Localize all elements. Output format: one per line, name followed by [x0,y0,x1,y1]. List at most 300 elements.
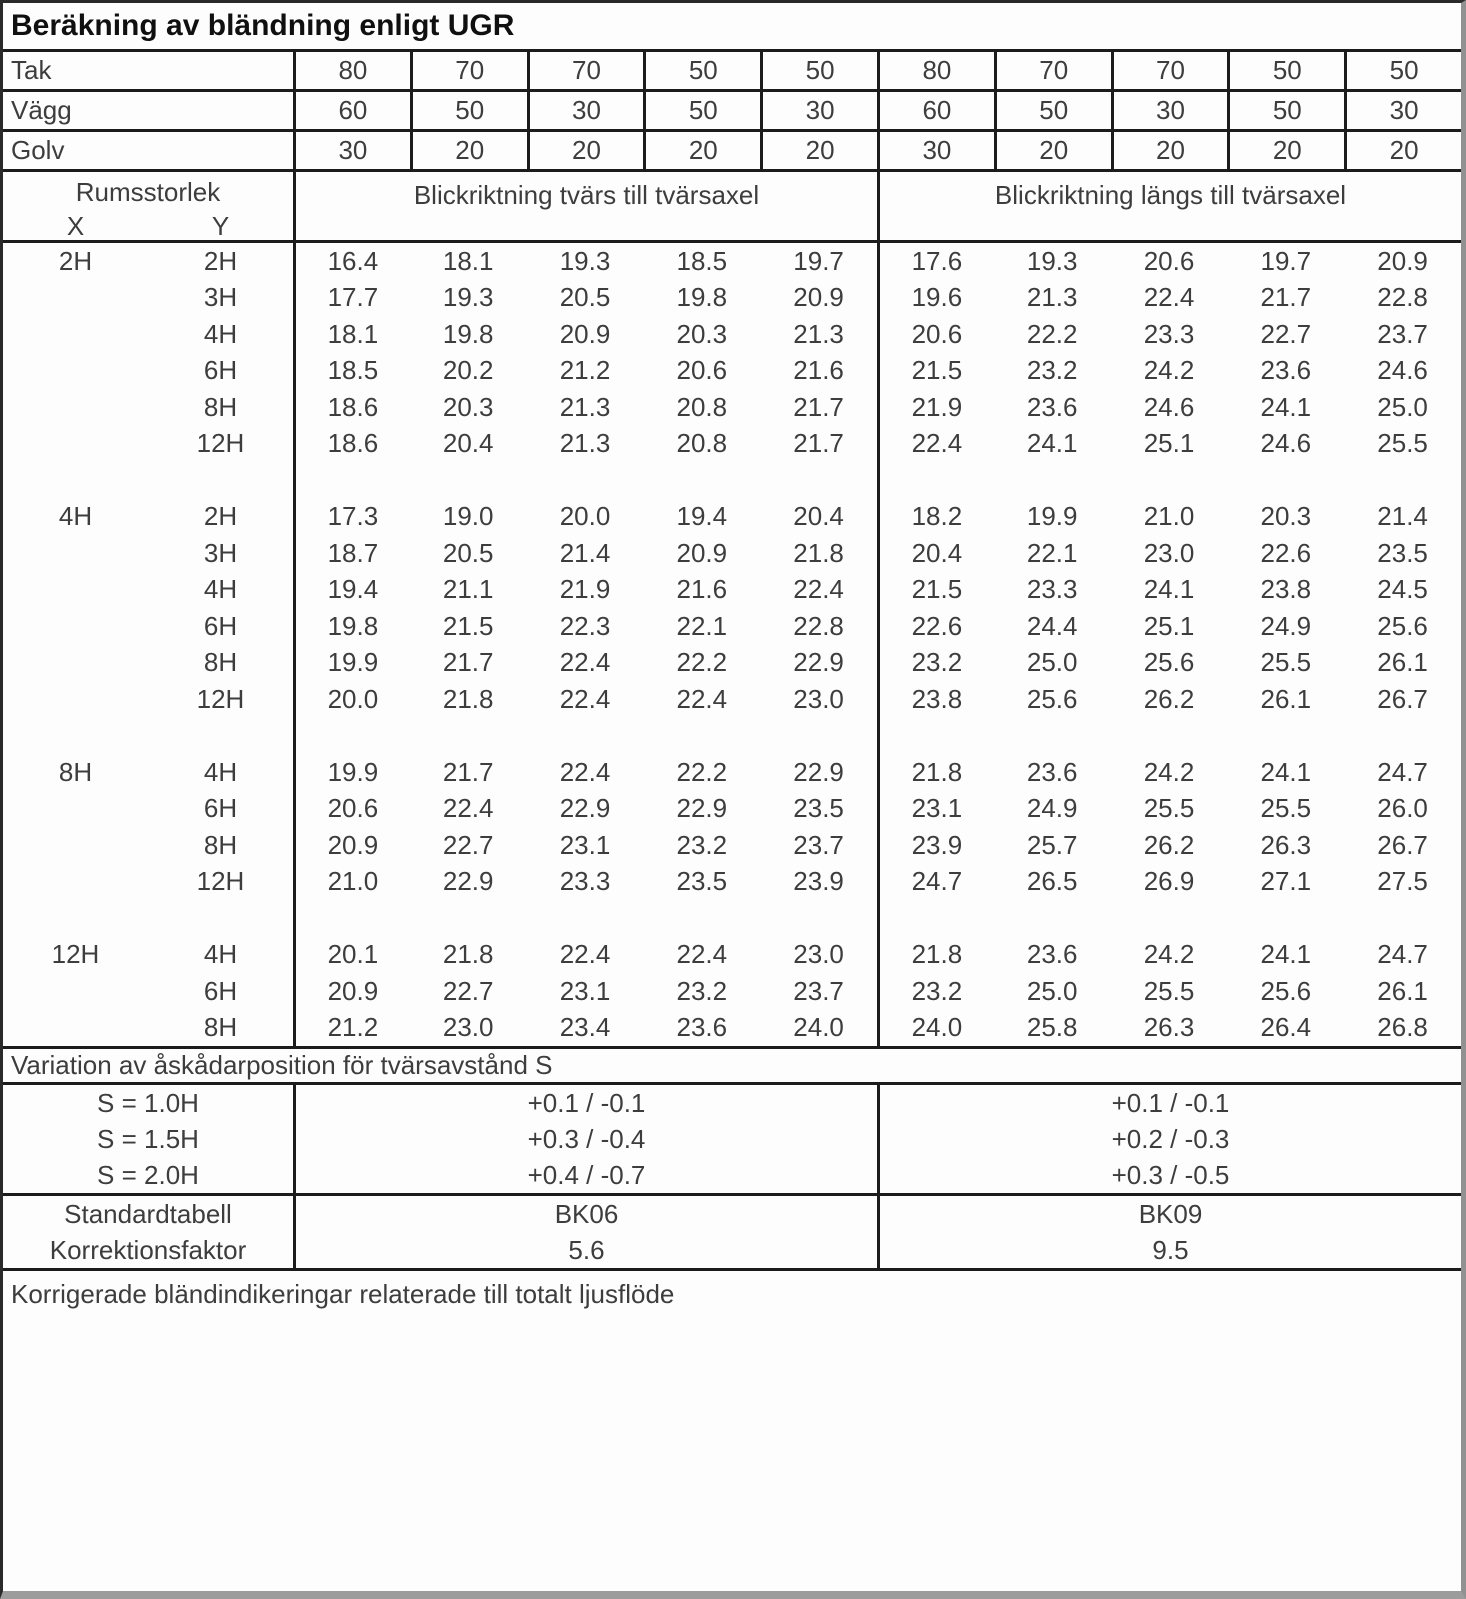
ugr-value-cell: 18.1 [442,245,494,276]
ugr-value-cell: 19.0 [442,501,494,532]
room-y-label: 6H [203,610,238,641]
room-y-label: 6H [203,975,238,1006]
ugr-value-cell: 21.7 [793,391,844,422]
room-y-label: 12H [196,866,245,897]
ugr-value-cell: 20.4 [793,501,844,532]
ugr-value-cell: 21.4 [559,537,611,568]
ugr-value-cell: 19.9 [293,645,410,682]
variation-heading: Variation av åskådarposition för tvärsavstånd S [3,1049,1461,1085]
ugr-value-cell [877,718,994,755]
room-y-label: 6H [203,793,238,824]
room-y-label: 4H [203,756,238,787]
y-axis-label: Y [211,211,230,241]
room-y-label: 8H [203,647,238,678]
ugr-value-cell: 20.4 [442,428,494,459]
ugr-value-cell: 20.6 [1143,245,1195,276]
ugr-value-cell: 22.2 [1026,318,1078,349]
room-y-label: 4H [203,939,238,970]
surface-value-cell: 70 [994,52,1111,89]
ugr-value-cell: 23.1 [559,829,611,860]
ugr-value-cell: 19.7 [1260,245,1312,276]
room-x-label [3,973,148,1010]
ugr-value-cell: 24.1 [1143,574,1195,605]
ugr-value-cell: 20.9 [676,537,728,568]
ugr-value-cell: 21.6 [793,355,844,386]
ugr-value-cell: 25.5 [1143,975,1195,1006]
ugr-value-cell: 24.7 [1377,756,1428,787]
ugr-value-cell: 23.6 [676,1012,728,1043]
ugr-value-cell [1344,900,1461,937]
room-x-label [3,389,148,426]
room-x-label [3,462,148,499]
ugr-value-cell: 22.8 [793,610,844,641]
ugr-value-cell: 19.6 [877,280,994,317]
ugr-value-cell: 17.6 [877,243,994,280]
ugr-value-cell: 25.5 [1377,428,1428,459]
ugr-table-row [3,535,1461,572]
ugr-value-cell: 23.7 [793,975,844,1006]
ugr-value-cell: 22.3 [559,610,611,641]
ugr-value-cell: 22.1 [676,610,728,641]
ugr-value-cell: 22.4 [877,426,994,463]
ugr-value-cell: 26.2 [1143,683,1195,714]
ugr-value-cell: 23.2 [676,975,728,1006]
variation-right-value: +0.2 / -0.3 [877,1121,1461,1157]
ugr-value-cell: 24.6 [1377,355,1428,386]
ugr-rows-container [3,243,1461,1046]
room-size-label: Rumsstorlek [75,177,221,207]
ugr-value-cell: 22.2 [676,647,728,678]
variation-right-value: +0.1 / -0.1 [877,1085,1461,1121]
ugr-value-cell: 22.7 [442,975,494,1006]
surface-value-cell: 50 [994,92,1111,129]
ugr-value-cell: 21.5 [877,353,994,390]
room-x-label [3,645,148,682]
ugr-value-cell: 21.5 [442,610,494,641]
room-y-label: 8H [203,1012,238,1043]
room-y-label: 6H [203,355,238,386]
ugr-value-cell: 20.8 [676,428,728,459]
ugr-value-cell: 19.3 [1026,245,1078,276]
ugr-value-cell: 23.9 [877,827,994,864]
ugr-value-cell: 20.5 [442,537,494,568]
ugr-value-cell: 21.8 [442,683,494,714]
ugr-value-cell [1111,718,1228,755]
ugr-value-cell: 19.7 [793,245,844,276]
ugr-value-cell: 20.3 [676,318,728,349]
ugr-value-cell: 18.2 [877,499,994,536]
ugr-value-cell: 24.2 [1143,355,1195,386]
variation-left-value: +0.1 / -0.1 [293,1085,877,1121]
ugr-value-cell: 23.8 [1260,574,1312,605]
ugr-table-row [3,243,1461,280]
ugr-value-cell [410,462,527,499]
ugr-value-cell: 21.8 [877,754,994,791]
room-y-label: 12H [196,428,245,459]
ugr-value-cell: 19.8 [293,608,410,645]
ugr-value-cell: 23.3 [559,866,611,897]
surface-value-cell: 50 [643,52,760,89]
ugr-value-cell: 23.3 [1143,318,1195,349]
ugr-value-cell: 21.5 [877,572,994,609]
room-x-label [3,572,148,609]
ugr-table-row [3,681,1461,718]
surface-value-cell: 30 [1344,92,1461,129]
ugr-value-cell: 21.9 [559,574,611,605]
variation-row [3,1121,1461,1157]
ugr-value-cell: 22.7 [442,829,494,860]
ugr-value-cell: 19.9 [293,754,410,791]
ugr-value-cell [293,462,410,499]
correction-factor-label: Korrektionsfaktor [49,1234,247,1265]
room-y-label: 4H [203,574,238,605]
room-x-label: 4H [58,501,93,532]
ugr-value-cell: 24.6 [1260,428,1312,459]
ugr-value-cell: 20.6 [293,791,410,828]
ugr-value-cell: 24.1 [1026,428,1078,459]
ugr-value-cell: 23.0 [442,1012,494,1043]
x-axis-label: X [66,211,85,241]
ugr-value-cell [760,900,877,937]
ugr-value-cell: 25.6 [1377,610,1428,641]
surface-value-cell: 70 [527,52,644,89]
ugr-value-cell: 26.2 [1143,829,1195,860]
ugr-value-cell [1344,718,1461,755]
ugr-value-cell: 17.3 [293,499,410,536]
surface-value-cell: 30 [527,92,644,129]
ugr-value-cell: 25.5 [1260,793,1312,824]
ugr-value-cell: 20.9 [1377,245,1428,276]
ugr-value-cell [760,718,877,755]
room-size-header [3,172,293,242]
ugr-value-cell: 24.2 [1143,756,1195,787]
room-x-label [3,681,148,718]
variation-right-value: +0.3 / -0.5 [877,1157,1461,1193]
ugr-value-cell: 24.9 [1260,610,1312,641]
room-x-label [3,535,148,572]
surface-row-tak [3,52,1461,92]
ugr-table-row [3,754,1461,791]
surface-value-cell: 30 [877,132,994,169]
ugr-value-cell [527,462,644,499]
ugr-value-cell: 21.0 [1143,501,1195,532]
ugr-gap-row [3,718,1461,755]
room-y-label: 8H [203,829,238,860]
room-x-label [3,718,148,755]
ugr-value-cell: 22.9 [793,756,844,787]
ugr-value-cell: 24.7 [877,864,994,901]
ugr-value-cell: 26.7 [1377,683,1428,714]
ugr-value-cell: 19.8 [676,282,728,313]
surface-value-cell: 20 [760,132,877,169]
ugr-value-cell: 21.2 [559,355,611,386]
ugr-value-cell: 20.1 [293,937,410,974]
room-x-label [3,316,148,353]
ugr-value-cell: 17.7 [293,280,410,317]
ugr-value-cell: 25.0 [1026,975,1078,1006]
ugr-value-cell: 21.3 [1026,282,1078,313]
surface-value-cell: 20 [1227,132,1344,169]
ugr-value-cell: 25.5 [1143,793,1195,824]
ugr-value-cell [643,462,760,499]
standard-table-left-value: BK06 [293,1196,877,1232]
ugr-value-cell: 24.9 [1026,793,1078,824]
ugr-value-cell [643,900,760,937]
ugr-value-cell: 23.2 [877,645,994,682]
ugr-value-cell: 19.3 [559,245,611,276]
room-x-label [3,426,148,463]
ugr-value-cell: 25.5 [1260,647,1312,678]
standard-table-label: Standardtabell [64,1198,232,1229]
room-x-label [3,900,148,937]
ugr-value-cell: 21.9 [877,389,994,426]
ugr-value-cell: 19.4 [676,501,728,532]
ugr-table-row [3,572,1461,609]
room-x-label [3,1010,148,1047]
ugr-table-row [3,791,1461,828]
ugr-value-cell: 26.5 [1026,866,1078,897]
ugr-value-cell: 22.4 [442,793,494,824]
ugr-value-cell: 20.9 [293,827,410,864]
ugr-value-cell: 20.2 [442,355,494,386]
ugr-value-cell [1227,718,1344,755]
ugr-value-cell: 25.0 [1026,647,1078,678]
room-x-label [3,827,148,864]
ugr-value-cell: 24.7 [1377,939,1428,970]
ugr-value-cell: 22.4 [559,939,611,970]
ugr-value-cell: 26.8 [1377,1012,1428,1043]
room-y-label: 12H [196,683,245,714]
ugr-value-cell: 20.3 [1260,501,1312,532]
surface-value-cell: 80 [877,52,994,89]
ugr-value-cell [410,718,527,755]
ugr-value-cell: 16.4 [293,243,410,280]
variation-section [3,1085,1461,1196]
ugr-value-cell [760,462,877,499]
ugr-value-cell: 22.1 [1026,537,1078,568]
variation-row [3,1157,1461,1193]
room-x-label [3,791,148,828]
surface-row-golv [3,132,1461,172]
ugr-value-cell: 25.1 [1143,428,1195,459]
ugr-value-cell: 25.6 [1026,683,1078,714]
ugr-value-cell: 24.0 [793,1012,844,1043]
room-y-label [148,718,293,755]
variation-row [3,1085,1461,1121]
ugr-value-cell: 20.8 [676,391,728,422]
ugr-value-cell [877,900,994,937]
ugr-value-cell: 22.4 [559,683,611,714]
ugr-value-cell: 27.5 [1377,866,1428,897]
ugr-value-cell [1111,900,1228,937]
ugr-table-row [3,608,1461,645]
room-x-label [3,280,148,317]
room-x-label [3,353,148,390]
ugr-value-cell: 22.4 [559,647,611,678]
surface-value-cell: 30 [760,92,877,129]
ugr-table-row [3,864,1461,901]
ugr-value-cell: 25.8 [1026,1012,1078,1043]
ugr-value-cell: 23.5 [793,793,844,824]
ugr-value-cell [994,900,1111,937]
ugr-value-cell: 26.1 [1377,975,1428,1006]
surface-value-cell: 50 [410,92,527,129]
ugr-value-cell: 23.2 [1026,355,1078,386]
footer-note-text: Korrigerade bländindikeringar relaterade till totalt ljusflöde [11,1279,675,1309]
surface-value-cell: 20 [1111,132,1228,169]
ugr-value-cell: 22.4 [559,756,611,787]
ugr-value-cell: 18.5 [293,353,410,390]
ugr-value-cell: 22.7 [1260,318,1312,349]
ugr-value-cell: 21.3 [559,391,611,422]
ugr-value-cell: 24.2 [1143,939,1195,970]
correction-factor-left-value: 5.6 [293,1232,877,1268]
surface-value-cell: 20 [410,132,527,169]
surface-value-cell: 30 [1111,92,1228,129]
ugr-value-cell: 20.3 [442,391,494,422]
ugr-value-cell: 22.6 [1260,537,1312,568]
ugr-value-cell [527,900,644,937]
ugr-table-row [3,1010,1461,1047]
ugr-value-cell: 20.9 [293,973,410,1010]
ugr-table-row [3,973,1461,1010]
ugr-table-row [3,316,1461,353]
surface-value-cell: 70 [1111,52,1228,89]
surface-value-cell: 60 [293,92,410,129]
ugr-value-cell: 20.4 [877,535,994,572]
ugr-value-cell: 25.6 [1143,647,1195,678]
ugr-value-cell: 22.2 [676,756,728,787]
ugr-value-cell: 23.6 [1026,939,1078,970]
room-x-label: 2H [58,245,93,276]
ugr-value-cell [1227,900,1344,937]
standard-table-right-value: BK09 [877,1196,1461,1232]
xy-axis-labels [3,211,293,242]
ugr-value-cell: 22.6 [877,608,994,645]
surface-value-cell: 50 [1227,92,1344,129]
correction-factor-right-value: 9.5 [877,1232,1461,1268]
ugr-value-cell: 23.5 [1377,537,1428,568]
ugr-value-cell: 18.7 [293,535,410,572]
ugr-table-row [3,426,1461,463]
ugr-value-cell: 23.0 [793,683,844,714]
ugr-table-row [3,280,1461,317]
ugr-value-cell: 21.4 [1377,501,1428,532]
ugr-value-cell [877,462,994,499]
room-x-label [3,608,148,645]
ugr-value-cell: 21.7 [1260,282,1312,313]
ugr-value-cell: 19.4 [293,572,410,609]
ugr-value-cell: 24.1 [1260,391,1312,422]
ugr-value-cell [293,900,410,937]
ugr-value-cell: 22.9 [676,793,728,824]
room-x-label: 12H [51,939,100,970]
room-x-label: 8H [58,756,93,787]
surface-row-label: Vägg [11,95,72,125]
ugr-value-cell: 23.2 [676,829,728,860]
ugr-value-cell: 22.8 [1377,282,1428,313]
ugr-value-cell: 24.6 [1143,391,1195,422]
ugr-value-cell: 20.6 [877,316,994,353]
ugr-value-cell [527,718,644,755]
ugr-value-cell: 24.4 [1026,610,1078,641]
ugr-value-cell: 20.0 [559,501,611,532]
ugr-value-cell: 26.7 [1377,829,1428,860]
ugr-value-cell: 20.0 [293,681,410,718]
ugr-value-cell [293,718,410,755]
ugr-value-cell: 23.9 [793,866,844,897]
ugr-value-cell: 23.5 [676,866,728,897]
ugr-value-cell: 23.3 [1026,574,1078,605]
ugr-value-cell: 25.7 [1026,829,1078,860]
variation-row-label: S = 2.0H [97,1159,199,1190]
ugr-value-cell: 23.6 [1260,355,1312,386]
ugr-value-cell: 23.6 [1026,756,1078,787]
ugr-table-row [3,353,1461,390]
footer-note [3,1271,1461,1591]
ugr-value-cell: 24.1 [1260,756,1312,787]
room-y-label: 2H [203,245,238,276]
ugr-value-cell: 24.0 [877,1010,994,1047]
ugr-value-cell: 21.2 [293,1010,410,1047]
ugr-value-cell: 25.6 [1260,975,1312,1006]
ugr-value-cell [994,462,1111,499]
ugr-value-cell: 23.8 [877,681,994,718]
ugr-value-cell: 21.3 [793,318,844,349]
ugr-value-cell: 18.6 [293,426,410,463]
surface-value-cell: 50 [1227,52,1344,89]
ugr-table-row [3,937,1461,974]
ugr-table-row [3,389,1461,426]
ugr-value-cell: 24.1 [1260,939,1312,970]
ugr-value-cell: 19.3 [442,282,494,313]
surface-value-cell: 50 [760,52,877,89]
report-title-text: Beräkning av bländning enligt UGR [11,9,515,42]
ugr-value-cell: 20.9 [559,318,611,349]
surface-row-vagg [3,92,1461,132]
ugr-value-cell: 18.1 [293,316,410,353]
ugr-value-cell: 26.3 [1260,829,1312,860]
surface-value-cell: 20 [527,132,644,169]
surface-value-cell: 70 [410,52,527,89]
ugr-value-cell: 22.9 [793,647,844,678]
room-y-label: 4H [203,318,238,349]
ugr-value-cell: 27.1 [1260,866,1312,897]
ugr-value-cell [643,718,760,755]
ugr-value-cell: 26.1 [1260,683,1312,714]
ugr-value-cell: 21.8 [442,939,494,970]
room-y-label [148,462,293,499]
ugr-value-cell: 18.6 [293,389,410,426]
ugr-gap-row [3,462,1461,499]
ugr-value-cell: 25.0 [1377,391,1428,422]
standard-table-row [3,1196,1461,1232]
right-direction-heading: Blickriktning längs till tvärsaxel [877,172,1461,242]
table-header-row [3,172,1461,243]
ugr-value-cell [1344,462,1461,499]
ugr-table-row [3,645,1461,682]
ugr-value-cell: 20.9 [793,282,844,313]
ugr-value-cell: 26.3 [1143,1012,1195,1043]
ugr-value-cell: 21.3 [559,428,611,459]
ugr-value-cell: 19.9 [1026,501,1078,532]
ugr-value-cell: 22.4 [676,939,728,970]
surface-value-cell: 20 [643,132,760,169]
ugr-value-cell: 21.7 [442,647,494,678]
room-y-label: 8H [203,391,238,422]
room-y-label: 2H [203,501,238,532]
ugr-value-cell [994,718,1111,755]
